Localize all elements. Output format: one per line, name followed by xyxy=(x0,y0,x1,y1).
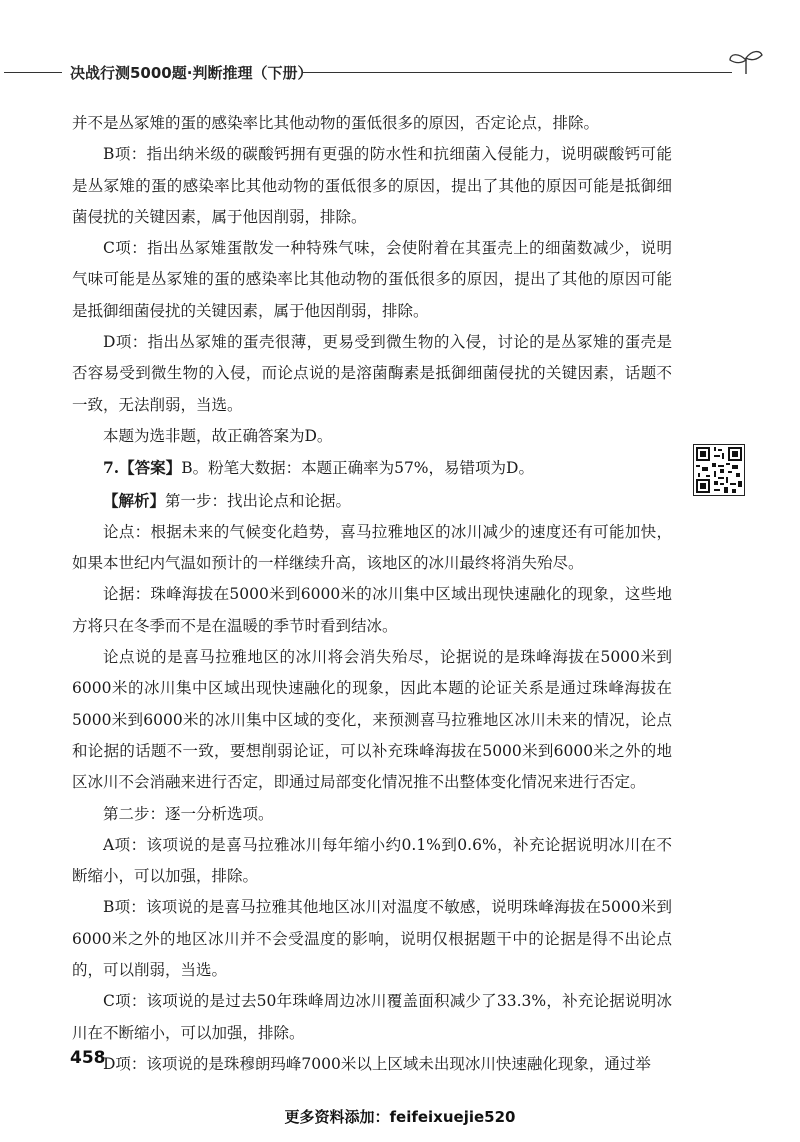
paragraph: B项：该项说的是喜马拉雅其他地区冰川对温度不敏感，说明珠峰海拔在5000米到6000米之外的地区冰川并不会受温度的影响，说明仅根据题干中的论据是得不出论点的，可以削弱，当选。 xyxy=(72,898,672,980)
analysis-label: 【解析】 xyxy=(103,490,166,510)
paragraph: A项：该项说的是喜马拉雅冰川每年缩小约0.1%到0.6%，补充论据说明冰川在不断缩小，可以加强，排除。 xyxy=(72,835,672,886)
paragraph: D项：指出丛冢雉的蛋壳很薄，更易受到微生物的入侵，讨论的是丛冢雉的蛋壳是否容易受到微生物的入侵，而论点说的是溶菌酶素是抵御细菌侵扰的关键因素，话题不一致，无法削弱，当选。 xyxy=(72,333,672,414)
paragraph: 第二步：逐一分析选项。 xyxy=(103,804,274,823)
header-title: 决战行测5000题·判断推理（下册） xyxy=(70,64,313,82)
header-rule-right xyxy=(302,72,732,73)
paragraph: 论点说的是喜马拉雅地区的冰川将会消失殆尽，论据说的是珠峰海拔在5000米到6000米的冰川集中区域出现快速融化的现象，因此本题的论证关系是通过珠峰海拔在5000米到6000米的冰川集中区域的变化，来预测喜马拉雅地区冰川未来的情况，论点和论据的话题不一致，要想削弱论证，可以补充珠峰海拔在5000米到6000米之外的地区冰川不会消融来进行否定，即通过局部变化情况推不出整体变化情况来进行否定。 xyxy=(72,648,672,792)
paragraph: 论点：根据未来的气候变化趋势，喜马拉雅地区的冰川减少的速度还有可能加快，如果本世纪内气温如预计的一样继续升高，该地区的冰川最终将消失殆尽。 xyxy=(72,522,672,573)
paragraph: 并不是丛冢雉的蛋的感染率比其他动物的蛋低很多的原因，否定论点，排除。 xyxy=(72,114,600,132)
header-rule-left xyxy=(4,72,62,73)
paragraph: 本题为选非题，故正确答案为D。 xyxy=(103,426,333,445)
paragraph: C项：指出丛冢雉蛋散发一种特殊气味，会使附着在其蛋壳上的细菌数减少，说明气味可能是丛冢雉的蛋的感染率比其他动物的蛋低很多的原因，提出了其他的原因可能是抵御细菌侵扰的关键因素，属于他因削弱，排除。 xyxy=(72,239,672,320)
sprout-icon xyxy=(726,48,766,78)
answer-label: 7.【答案】 xyxy=(103,458,182,478)
answer-line xyxy=(72,452,672,484)
page-number: 458 xyxy=(70,1048,106,1068)
qr-code-icon[interactable] xyxy=(693,444,745,496)
paragraph: 论据：珠峰海拔在5000米到6000米的冰川集中区域出现快速融化的现象，这些地方将只在冬季而不是在温暖的季节时看到结冰。 xyxy=(72,585,672,635)
analysis-line xyxy=(72,485,672,517)
answer-text: B。粉笔大数据：本题正确率为57%，易错项为D。 xyxy=(181,459,534,478)
footer-note: 更多资料添加：feifeixuejie520 xyxy=(284,1108,516,1126)
page-body xyxy=(72,108,672,1080)
running-header xyxy=(0,56,800,86)
paragraph: B项：指出纳米级的碳酸钙拥有更强的防水性和抗细菌入侵能力，说明碳酸钙可能是丛冢雉的蛋的感染率比其他动物的蛋低很多的原因，提出了其他的原因可能是抵御细菌侵扰的关键因素，属于他因削弱，排除。 xyxy=(72,145,672,226)
paragraph: C项：该项说的是过去50年珠峰周边冰川覆盖面积减少了33.3%，补充论据说明冰川在不断缩小，可以加强，排除。 xyxy=(72,992,672,1042)
analysis-text: 第一步：找出论点和论据。 xyxy=(165,491,352,510)
paragraph: D项：该项说的是珠穆朗玛峰7000米以上区域未出现冰川快速融化现象，通过举 xyxy=(103,1054,651,1073)
